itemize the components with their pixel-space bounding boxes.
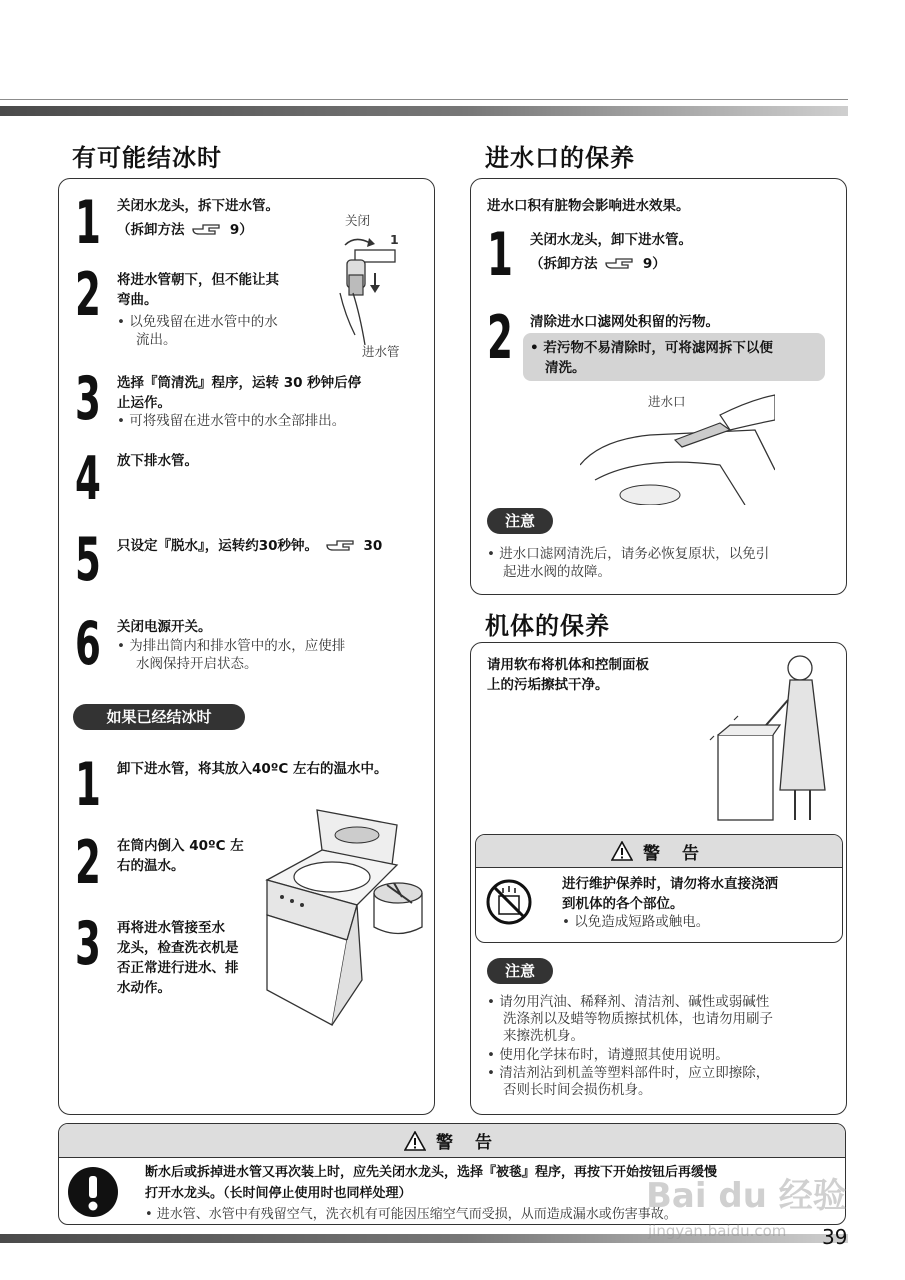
step-text: （拆卸方法 9）: [117, 219, 253, 240]
caution-label: 注意: [487, 958, 553, 984]
step-text: 再将进水管接至水: [117, 920, 225, 936]
warning-title: 警 告: [643, 843, 707, 864]
page-number: 39: [822, 1225, 848, 1249]
top-bar: [0, 106, 848, 116]
step-number: 3: [75, 364, 101, 434]
frozen-subtitle: 如果已经结冰时: [73, 704, 245, 730]
step-number: 1: [487, 220, 513, 290]
warning-triangle-icon: [404, 1131, 426, 1151]
warning-note: • 以免造成短路或触电。: [562, 914, 710, 930]
warning-text: 到机体的各个部位。: [562, 896, 684, 912]
watermark-url: jingyan.baidu.com: [648, 1222, 787, 1240]
step-text: 在筒内倒入 40ºC 左: [117, 838, 244, 854]
fig-label: 进水口: [648, 394, 686, 409]
caution-line: 来擦洗机身。: [503, 1028, 584, 1044]
step-note: • 为排出筒内和排水管中的水，应使排: [117, 638, 346, 654]
exclamation-icon: [67, 1166, 119, 1218]
step-note: • 可将残留在进水管中的水全部排出。: [117, 413, 346, 429]
step-text: 只设定『脱水』，运转约30秒钟。 30: [117, 535, 382, 556]
body-text: 请用软布将机体和控制面板: [487, 657, 649, 673]
step-text: 卸下进水管，将其放入40ºC 左右的温水中。: [117, 761, 388, 777]
warning-header: [476, 835, 842, 868]
step-text: 否正常进行进水、排: [117, 960, 239, 976]
step-text: （拆卸方法 9）: [530, 253, 666, 274]
caution-line: • 请勿用汽油、稀释剂、清洁剂、碱性或弱碱性: [487, 994, 770, 1010]
step-text: 选择『筒清洗』程序，运转 30 秒钟后停: [117, 375, 362, 391]
warning-triangle-icon: [611, 841, 633, 861]
step-number: 6: [75, 609, 101, 679]
caution-text: • 进水口滤网清洗后，请务必恢复原状，以免引: [487, 546, 770, 562]
bottom-warning-text: 断水后或拆掉进水管又再次装上时，应先关闭水龙头，选择『被毯』程序，再按下开始按钮后再缓慢: [145, 1165, 718, 1180]
caution-label: 注意: [487, 508, 553, 534]
section-title-body: 机体的保养: [485, 612, 610, 640]
no-water-icon: [485, 878, 533, 926]
highlight-text: 清洗。: [545, 360, 586, 376]
step-note: • 以免残留在进水管中的水: [117, 314, 278, 330]
step-text: 将进水管朝下，但不能让其: [117, 272, 279, 288]
step-text: 龙头，检查洗衣机是: [117, 940, 239, 956]
inlet-intro: 进水口积有脏物会影响进水效果。: [487, 198, 690, 214]
step-text: 水动作。: [117, 980, 171, 996]
cleaning-person-illustration: [700, 650, 835, 830]
step-text: 关闭电源开关。: [117, 619, 212, 635]
step-text: 清除进水口滤网处积留的污物。: [530, 314, 719, 330]
step-number: 1: [75, 188, 101, 258]
step-text: 止运作。: [117, 395, 171, 411]
top-rule: [0, 99, 848, 100]
caution-line: • 使用化学抹布时，请遵照其使用说明。: [487, 1047, 729, 1063]
step-number: 3: [75, 909, 101, 979]
caution-text: 起进水阀的故障。: [503, 564, 611, 580]
fig-label: 进水管: [362, 344, 400, 359]
watermark-brand: Bai du 经验: [646, 1176, 847, 1216]
fig-label: 关闭: [345, 213, 371, 228]
body-text: 上的污垢擦拭干净。: [487, 677, 609, 693]
inlet-illustration: [580, 385, 775, 505]
step-text: 弯曲。: [117, 292, 158, 308]
step-text: 右的温水。: [117, 858, 185, 874]
step-number: 5: [75, 525, 101, 595]
caution-line: 洗涤剂以及蜡等物质擦拭机体，也请勿用刷子: [503, 1011, 773, 1027]
pointing-hand-icon: [604, 253, 636, 271]
warning-text: 进行维护保养时，请勿将水直接浇洒: [562, 876, 778, 892]
bottom-warning-note: • 进水管、水管中有残留空气，洗衣机有可能因压缩空气而受损，从而造成漏水或伤害事故。: [145, 1207, 677, 1222]
step-number: 2: [75, 260, 101, 330]
warning-header: [59, 1124, 845, 1158]
step-text: 放下排水管。: [117, 453, 198, 469]
pointing-hand-icon: [191, 219, 223, 237]
warning-title: 警 告: [436, 1133, 500, 1153]
caution-line: • 清洁剂沾到机盖等塑料部件时，应立即擦除，: [487, 1065, 770, 1081]
pointing-hand-icon: [325, 535, 357, 553]
step-number: 2: [487, 303, 513, 373]
step-number: 2: [75, 828, 101, 898]
fig-label: 1: [390, 232, 399, 247]
step-note: 水阀保持开启状态。: [136, 656, 258, 672]
highlight-text: • 若污物不易清除时，可将滤网拆下以便: [530, 340, 773, 356]
step-number: 4: [75, 444, 101, 514]
step-note: 流出。: [136, 332, 177, 348]
step-number: 1: [75, 750, 101, 820]
section-title-inlet: 进水口的保养: [485, 144, 635, 172]
washer-bucket-illustration: [262, 805, 430, 1030]
section-title-freezing: 有可能结冰时: [72, 144, 222, 172]
faucet-illustration: [325, 205, 425, 355]
caution-line: 否则长时间会损伤机身。: [503, 1082, 652, 1098]
bottom-warning-text: 打开水龙头。（长时间停止使用时也同样处理）: [145, 1186, 412, 1201]
step-text: 关闭水龙头，卸下进水管。: [530, 232, 692, 248]
step-text: 关闭水龙头，拆下进水管。: [117, 198, 279, 214]
